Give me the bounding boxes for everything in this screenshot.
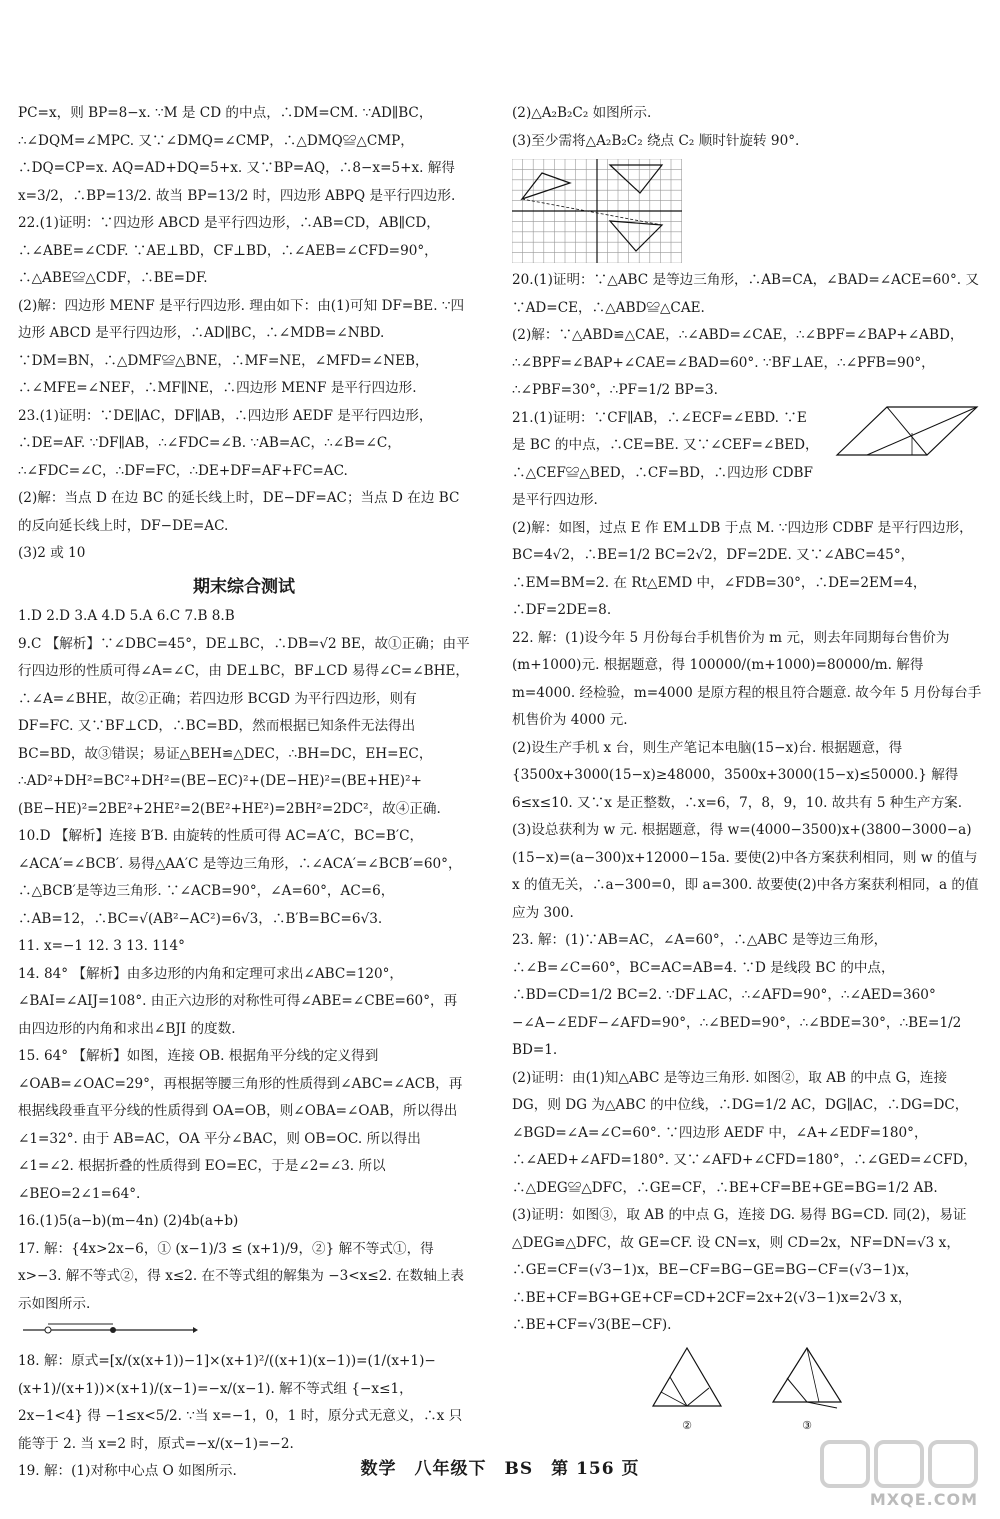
triangle-figure-2 bbox=[647, 1344, 727, 1410]
answer-20-2: (2)解：∵△ABD≌△CAE，∴∠ABD=∠CAE，∴∠BPF=∠BAP+∠ABD，∴∠BPF=∠BAP+∠CAE=∠BAD=60°. ∵BF⊥AE，∴∠PFB=90°，∴∠PBF=30°，∴PF=1/2 BP=3. bbox=[512, 327, 964, 398]
answer-14: 14. 84° 【解析】由多边形的内角和定理可求出∠ABC=120°，∠BAI=∠AIJ=108°. 由正六边形的对称性可得∠ABE=∠CBE=60°，再由四边形的内角和求出∠BJI 的度数. bbox=[18, 965, 458, 1037]
grid-figure bbox=[512, 159, 682, 263]
triangle-figures bbox=[512, 1344, 982, 1433]
answer-15: 15. 64° 【解析】如图，连接 OB. 根据角平分线的定义得到∠OAB=∠OAC=29°，再根据等腰三角形的性质得到∠ABC=∠ACB，再根据线段垂直平分线的性质得到 OA=OB，则∠OBA=∠OAB，所以得出∠1=32°. 由于 AB=AC，OA 平分∠BAC，则 OB=OC. 所以得出∠1=∠2. 根据折叠的性质得到 EO=EC，于是∠2=∠3. 所以∠BEO=2∠1=64°. bbox=[18, 1048, 463, 1202]
answer-22-1: 22.(1)证明：∵四边形 ABCD 是平行四边形，∴AB=CD，AB∥CD，∴∠ABE=∠CDF. ∵AE⊥BD，CF⊥BD，∴∠AEB=∠CFD=90°，∴△ABE≌△CDF，∴BE=DF. bbox=[18, 215, 440, 286]
triangle-figure-3 bbox=[767, 1344, 847, 1410]
answer-21-2: (2)解：如图，过点 E 作 EM⊥DB 于点 M. ∵四边形 CDBF 是平行四边形，BC=4√2，∴BE=1/2 BC=2√2，DF=2DE. 又∵∠ABC=45°，∴EM=BM=2. 在 Rt△EMD 中，∠FDB=30°，∴DE=2EM=4，∴DF=2DE=8. bbox=[512, 519, 973, 618]
answer-10: 10.D 【解析】连接 B′B. 由旋转的性质可得 AC=A′C，BC=B′C，∠ACA′=∠BCB′. 易得△AA′C 是等边三角形，∴∠ACA′=∠BCB′=60°，∴△BCB′是等边三角形. ∵∠ACB=90°，∠A=60°，AC=6，∴AB=12，∴BC=√(AB²−AC²)=6√3，∴B′B=BC=6√3. bbox=[18, 828, 462, 927]
answer-23-1-right: 23. 解：(1)∵AB=AC，∠A=60°，∴△ABC 是等边三角形，∴∠B=∠C=60°，BC=AC=AB=4. ∵D 是线段 BC 的中点，∴BD=CD=1/2 BC=2. ∵DF⊥AC，∴∠AFD=90°，∴∠AED=360°−∠A−∠EDF−∠AFD=90°，∴∠BED=90°，∴∠BDE=30°，∴BE=1/2 BD=1. bbox=[512, 932, 962, 1058]
answer-9: 9.C 【解析】∵∠DBC=45°，DE⊥BC，∴DB=√2 BE，故①正确；由平行四边形的性质可得∠A=∠C，由 DE⊥BC，BF⊥CD 易得∠C=∠BHE，∴∠A=∠BHE，故②正确；若四边形 BCGD 为平行四边形，则有 DF=FC. 又∵BF⊥CD，∴BC=BD，然而根据已知条件无法得出 BC=BD，故③错误；易证△BEH≌△DEC，∴BH=DC，EH=EC，∴AD²+DH²=BC²+DH²=(BE−EC)²+(DE−HE)²=(BE+HE)²+(BE−HE)²=2BE²+2HE²=2(BE²+HE²)=2BH²=2DC²，故④正确. bbox=[18, 635, 470, 817]
answer-22-3-right: (3)设总获利为 w 元. 根据题意，得 w=(4000−3500)x+(3800−3000−a)(15−x)=(a−300)x+12000−15a. 要使(2)中各方案获利相同，则 w 的值与 x 的值无关，∴a−300=0，即 a=300. 故要使(2)中各方案获利相同，a 的值应为 300. bbox=[512, 822, 979, 921]
answer-paragraph: PC=x，则 BP=8−x. ∵M 是 CD 的中点，∴DM=CM. ∵AD∥BC，∴∠DQM=∠MPC. 又∵∠DMQ=∠CMP，∴△DMQ≌△CMP，∴DQ=CP=x. AQ=AD+DQ=5+x. 又∵BP=AQ，∴8−x=5+x. 解得 x=3/2，∴BP=13/2. 故当 BP=13/2 时，四边形 ABPQ 是平行四边形. bbox=[18, 105, 456, 204]
answer-20-1: 20.(1)证明：∵△ABC 是等边三角形，∴AB=CA，∠BAD=∠ACE=60°. 又∵AD=CE，∴△ABD≌△CAE. bbox=[512, 272, 979, 316]
watermark-text: MXQE.COM bbox=[869, 1490, 978, 1509]
figure-label-2: ② bbox=[682, 1419, 692, 1432]
answer-21-1: 21.(1)证明：∵CF∥AB，∴∠ECF=∠EBD. ∵E 是 BC 的中点，∴CE=BE. 又∵∠CEF=∠BED，∴△CEF≌△BED，∴CF=BD，∴四边形 CDBF 是平行四边形. bbox=[512, 409, 819, 508]
answer-18: 18. 解：原式=[x/(x(x+1))−1]×(x+1)²/((x+1)(x−1))=(1/(x+1)−(x+1)/(x+1))×(x+1)/(x−1)=−x/(x−1). 解不等式组 {−x≤1，2x−1<4} 得 −1≤x<5/2. ∵当 x=−1，0，1 时，原分式无意义，∴x 只能等于 2. 当 x=2 时，原式=−x/(x−1)=−2. bbox=[18, 1353, 463, 1452]
answer-17: 17. 解：{4x>2x−6，① (x−1)/3 ≤ (x+1)/9，②} 解不等式①，得 x>−3. 解不等式②，得 x≤2. 在不等式组的解集为 −3<x≤2. 在数轴上表示如图所示. bbox=[18, 1240, 464, 1312]
page-footer: 数学 八年级下 BS 第 156 页 bbox=[360, 1459, 640, 1479]
answers-11-13: 11. x=−1 12. 3 13. 114° bbox=[18, 938, 185, 954]
answers-1-8: 1.D 2.D 3.A 4.D 5.A 6.C 7.B 8.B bbox=[18, 608, 235, 624]
figure-label-3: ③ bbox=[802, 1419, 812, 1432]
answer-23-1: 23.(1)证明：∵DE∥AC，DF∥AB，∴四边形 AEDF 是平行四边形，∴DE=AF. ∵DF∥AB，∴∠FDC=∠B. ∵AB=AC，∴∠B=∠C，∴∠FDC=∠C，∴DF=FC，∴DE+DF=AF+FC=AC. bbox=[18, 407, 433, 479]
answer-23-3: (3)2 或 10 bbox=[18, 545, 86, 561]
answer-19: 19. 解：(1)对称中心点 O 如图所示. bbox=[18, 1463, 237, 1479]
parallelogram-figure bbox=[832, 403, 982, 463]
answer-16: 16.(1)5(a−b)(m−4n) (2)4b(a+b) bbox=[18, 1213, 239, 1229]
right-column bbox=[512, 100, 982, 1432]
answer-19-3: (3)至少需将△A₂B₂C₂ 绕点 C₂ 顺时针旋转 90°. bbox=[512, 132, 800, 149]
section-title: 期末综合测试 bbox=[193, 576, 295, 597]
answer-23-2: (2)解：当点 D 在边 BC 的延长线上时，DE−DF=AC；当点 D 在边 BC 的反向延长线上时，DF−DE=AC. bbox=[18, 490, 460, 534]
answer-22-2-right: (2)设生产手机 x 台，则生产笔记本电脑(15−x)台. 根据题意，得 {3500x+3000(15−x)≥48000，3500x+3000(15−x)≤50000.} 解得 6≤x≤10. 又∵x 是正整数，∴x=6，7，8，9，10. 故共有 5 种生产方案. bbox=[512, 739, 963, 811]
left-column bbox=[18, 100, 470, 1486]
number-line-figure bbox=[18, 1322, 198, 1344]
answer-22-1-right: 22. 解：(1)设今年 5 月份每台手机售价为 m 元，则去年同期每台售价为(m+1000)元. 根据题意，得 100000/(m+1000)=80000/m. 解得 m=4000. 经检验，m=4000 是原方程的根且符合题意. 故今年 5 月份每台手机售价为 4000 元. bbox=[512, 629, 982, 728]
answer-23-3-right: (3)证明：如图③，取 AB 的中点 G，连接 DG. 易得 BG=CD. 同(2)，易证△DEG≌△DFC，故 GE=CF. 设 CN=x，则 CD=2x，NF=DN=√3 x，∴GE=CF=(√3−1)x，BE−CF=BG−GE=BG−CF=(√3−1)x，∴BE+CF=BG+GE+CF=CD+2CF=2x+2(√3−1)x=2√3 x，∴BE+CF=√3(BE−CF). bbox=[512, 1207, 967, 1333]
answer-23-2-right: (2)证明：由(1)知△ABC 是等边三角形. 如图②，取 AB 的中点 G，连接 DG，则 DG 为△ABC 的中位线，∴DG=1/2 AC，DG∥AC，∴DG=DC，∠BGD=∠A=∠C=60°. ∵四边形 AEDF 中，∠A+∠EDF=180°，∴∠AED+∠AFD=180°. 又∵∠AFD+∠CFD=180°，∴∠GED=∠CFD，∴△DEG≌△DFC，∴GE=CF，∴BE+CF=BE+GE=BG=1/2 AB. bbox=[512, 1069, 978, 1196]
answer-19-2: (2)△A₂B₂C₂ 如图所示. bbox=[512, 105, 652, 121]
answer-22-2: (2)解：四边形 MENF 是平行四边形. 理由如下：由(1)可知 DF=BE. ∵四边形 ABCD 是平行四边形，∴AD∥BC，∴∠MDB=∠NBD. ∵DM=BN，∴△DMF≌△BNE，∴MF=NE，∠MFD=∠NEB，∴∠MFE=∠NEF，∴MF∥NE，∴四边形 MENF 是平行四边形. bbox=[18, 297, 465, 396]
